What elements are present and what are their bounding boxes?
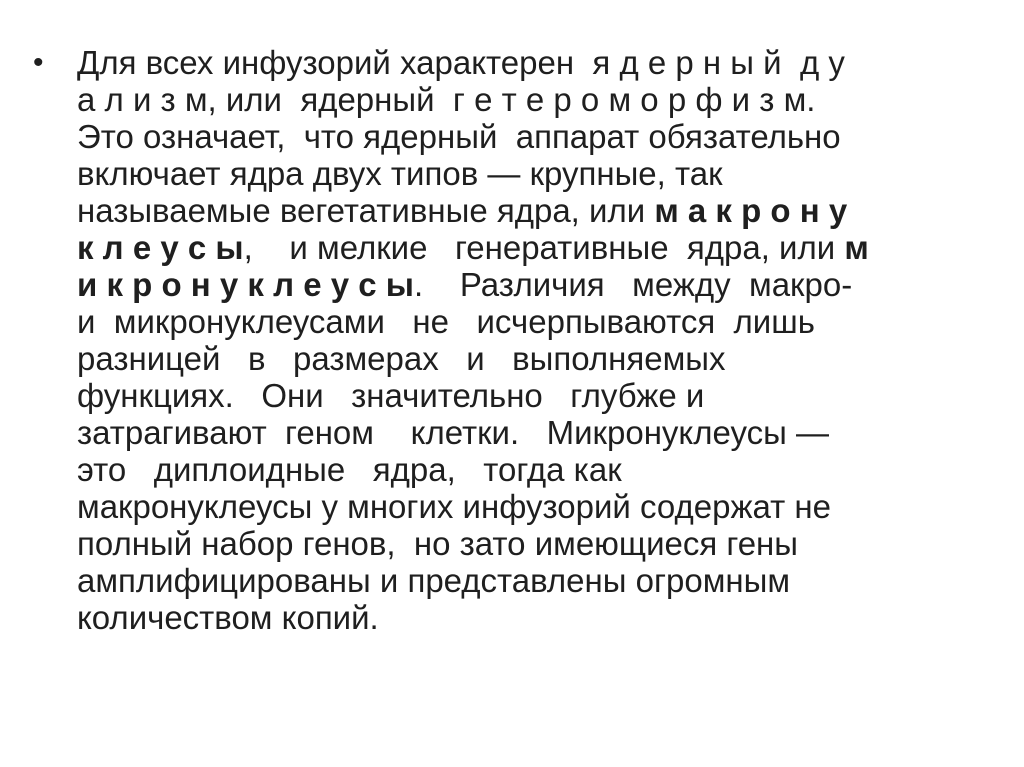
text-run: макронуклеусы у многих инфузорий содержат не [77,488,832,525]
text-line-7 [77,266,997,303]
text-run: называемые вегетативные ядра, или [77,192,655,229]
text-line-8 [77,303,997,340]
text-line-6 [77,229,997,266]
text-run: функциях. Они значительно глубже и [77,377,705,414]
bold-term-micronucleus: и к р о н у к л е у с ы [77,266,414,303]
text-line-12 [77,451,997,488]
text-line-2 [77,81,997,118]
bold-term-macronucleus-end: к л е у с ы [77,229,244,266]
text-run: это диплоидные ядра, тогда как [77,451,622,488]
text-line-3 [77,118,997,155]
text-run: полный набор генов, но зато имеющиеся гены [77,525,799,562]
text-line-9 [77,340,997,377]
text-line-1 [77,44,997,81]
text-line-13 [77,488,997,525]
text-run: количеством копий. [77,599,379,636]
text-run: затрагивают геном клетки. Микронуклеусы — [77,414,829,451]
bold-term-micronucleus-start: м [844,229,869,266]
paragraph-text [77,44,997,636]
text-run: . Различия между макро- [413,266,853,303]
bold-term-macronucleus: м а к р о н у [654,192,848,229]
text-run: Это означает, что ядерный аппарат обязательно [77,118,841,155]
text-line-14 [77,525,997,562]
text-line-4 [77,155,997,192]
text-run: разницей в размерах и выполняемых [77,340,726,377]
text-line-15 [77,562,997,599]
text-run: Для всех инфузорий характерен я д е р н ы й д у [77,44,845,81]
text-run: включает ядра двух типов — крупные, так [77,155,723,192]
text-line-10 [77,377,997,414]
text-run: амплифицированы и представлены огромным [77,562,791,599]
text-line-11 [77,414,997,451]
text-line-16 [77,599,997,636]
bullet-marker: • [33,46,44,79]
text-run: а л и з м, или ядерный г е т е р о м о р ф и з м. [77,81,816,118]
text-run: и микронуклеусами не исчерпываются лишь [77,303,815,340]
text-line-5 [77,192,997,229]
text-run: , и мелкие генеративные ядра, или [243,229,845,266]
